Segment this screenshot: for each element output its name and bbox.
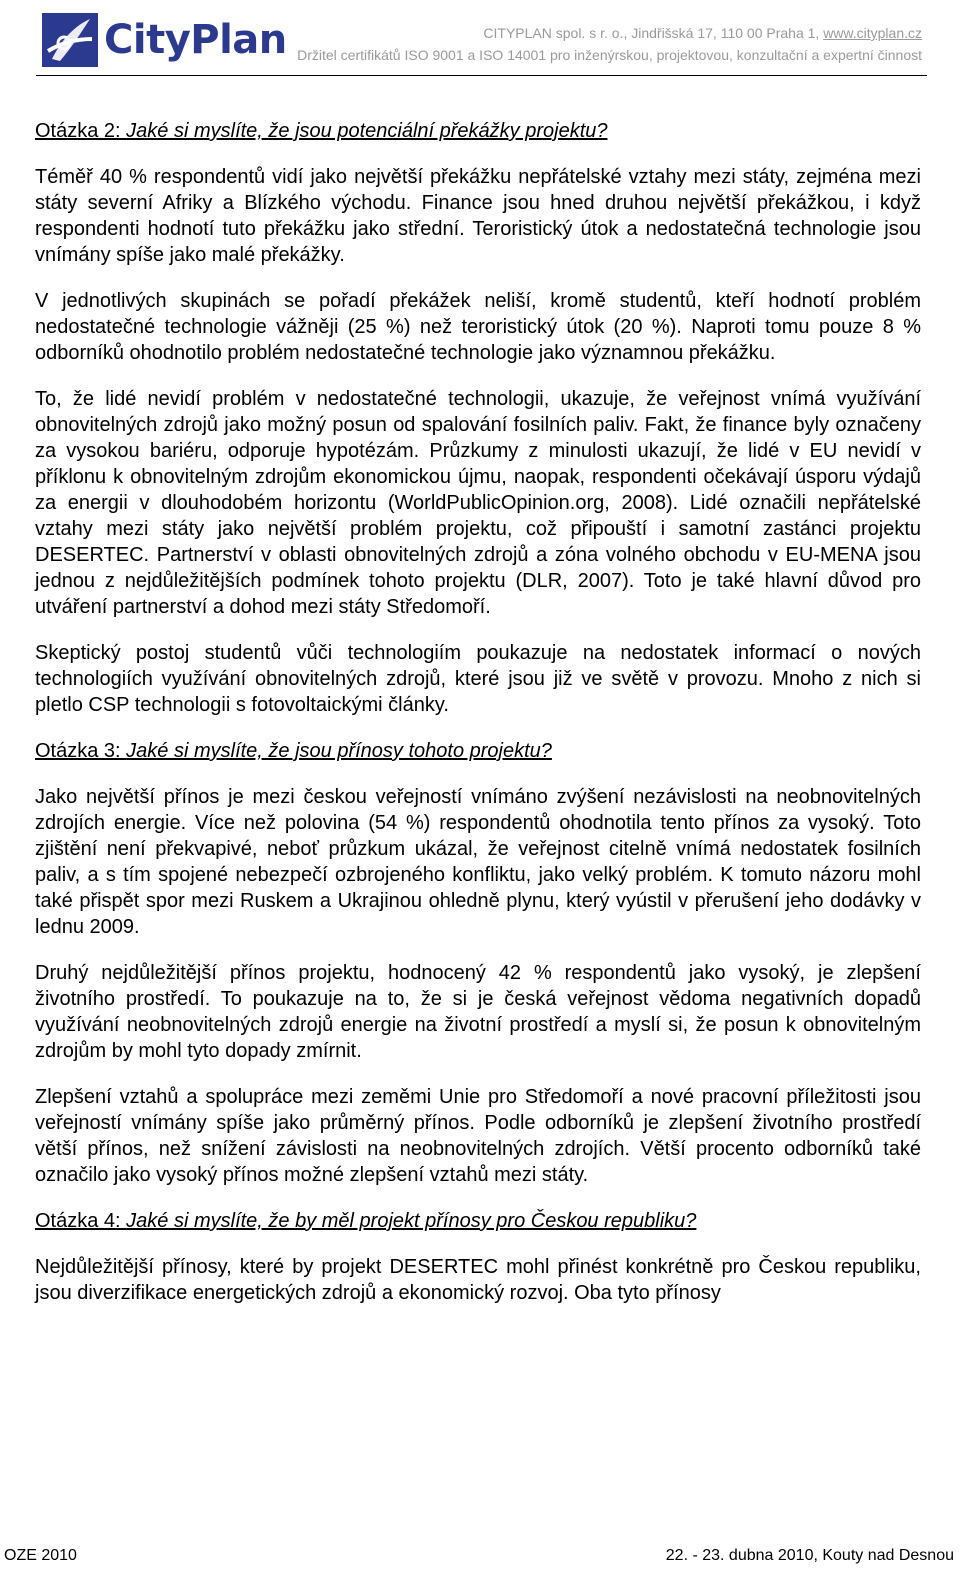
certification-text: Držitel certifikátů ISO 9001 a ISO 14001 pro inženýrskou, projektovou, konzultační a expertní činnost	[297, 47, 922, 63]
paragraph: Nejdůležitější přínosy, které by projekt DESERTEC mohl přinést konkrétně pro Českou republiku, jsou diverzifikace energetických zdrojů a ekonomický rozvoj. Oba tyto přínosy	[35, 1256, 921, 1304]
paragraph: Skeptický postoj studentů vůči technologiím poukazuje na nedostatek informací o nových technologiích využívání obnovitelných zdrojů, které jsou již ve světě v provozu. Mnoho z nich si pletlo CSP technologii s fotovoltaickými články.	[35, 642, 921, 716]
website-link[interactable]: www.cityplan.cz	[823, 25, 922, 41]
question-2-label: Otázka 2:	[35, 120, 127, 142]
header-divider	[36, 75, 927, 76]
document-body	[35, 118, 921, 1326]
footer-conference: OZE 2010	[4, 1547, 77, 1564]
paragraph: V jednotlivých skupinách se pořadí překážek neliší, kromě studentů, kteří hodnotí problém nedostatečné technologie vážněji (25 %) než teroristický útok (20 %). Naproti tomu pouze 8 % odborníků ohodnotilo problém nedostatečné technologie jako významnou překážku.	[35, 290, 921, 364]
paragraph: To, že lidé nevidí problém v nedostatečné technologii, ukazuje, že veřejnost vnímá využívání obnovitelných zdrojů jako možný posun od spalování fosilních paliv. Fakt, že finance byly označeny za vysokou bariéru, odporuje hypotézám. Průzkumy z minulosti ukazují, že lidé v EU nevidí v příklonu k obnovitelným zdrojům ekonomickou újmu, naopak, respondenti očekávají úsporu výdajů za energii v dlouhodobém horizontu (WorldPublicOpinion.org, 2008). Lidé označili nepřátelské vztahy mezi státy jako největší problém projektu, což připouští i samotní zastánci projektu DESERTEC. Partnerství v oblasti obnovitelných zdrojů a zóna volného obchodu v EU-MENA jsou jednou z nejdůležitějších podmínek tohoto projektu (DLR, 2007). Toto je také hlavní důvod pro utváření partnerství a dohod mezi státy Středomoří.	[35, 388, 921, 618]
question-4-text: Jaké si myslíte, že by měl projekt přínosy pro Českou republiku?	[126, 1210, 697, 1232]
paragraph: Druhý nejdůležitější přínos projektu, hodnocený 42 % respondentů jako vysoký, je zlepšení životního prostředí. To poukazuje na to, že si je česká veřejnost vědoma negativních dopadů využívání neobnovitelných zdrojů energie na životní prostředí a myslí si, že posun k obnovitelným zdrojům by mohl tyto dopady zmírnit.	[35, 962, 921, 1062]
page-header	[0, 0, 960, 80]
question-3-heading	[35, 738, 921, 764]
footer-date-place: 22. - 23. dubna 2010, Kouty nad Desnou	[665, 1547, 954, 1564]
paragraph: Zlepšení vztahů a spolupráce mezi zeměmi Unie pro Středomoří a nové pracovní příležitosti jsou veřejností vnímány spíše jako průměrný přínos. Podle odborníků je zlepšení životního prostředí větší přínos, než snížení závislosti na neobnovitelných zdrojích. Větší procento odborníků také označilo jako vysoký přínos možné zlepšení vztahů mezi státy.	[35, 1086, 921, 1186]
company-address	[297, 22, 922, 44]
question-3-text: Jaké si myslíte, že jsou přínosy tohoto projektu?	[126, 740, 552, 762]
cityplan-logo-icon	[42, 13, 98, 67]
address-text: CITYPLAN spol. s r. o., Jindřišská 17, 110 00 Praha 1,	[483, 25, 824, 41]
question-2-heading	[35, 118, 921, 144]
question-4-label: Otázka 4:	[35, 1210, 127, 1232]
company-info	[297, 22, 922, 66]
page-footer	[0, 1545, 960, 1574]
brand-name: CityPlan	[104, 17, 287, 63]
question-4-heading	[35, 1208, 921, 1234]
question-2-text: Jaké si myslíte, že jsou potenciální překážky projektu?	[126, 120, 608, 142]
paragraph: Jako největší přínos je mezi českou veřejností vnímáno zvýšení nezávislosti na neobnovitelných zdrojích energie. Více než polovina (54 %) respondentů ohodnotila tento přínos za vysoký. Toto zjištění není překvapivé, neboť průzkum ukázal, že veřejnost citelně vnímá nedostatek fosilních paliv, a s tím spojené nebezpečí ozbrojeného konfliktu, jako velký problém. K tomuto názoru mohl také přispět spor mezi Ruskem a Ukrajinou ohledně plynu, který vyústil v přerušení jeho dodávky v lednu 2009.	[35, 786, 921, 938]
cityplan-logo	[42, 10, 287, 70]
question-3-label: Otázka 3:	[35, 740, 127, 762]
paragraph: Téměř 40 % respondentů vidí jako největší překážku nepřátelské vztahy mezi státy, zejména mezi státy severní Afriky a Blízkého východu. Finance jsou hned druhou největší překážkou, i když respondenti hodnotí tuto překážku jako střední. Teroristický útok a nedostatečná technologie jsou vnímány spíše jako malé překážky.	[35, 166, 921, 266]
